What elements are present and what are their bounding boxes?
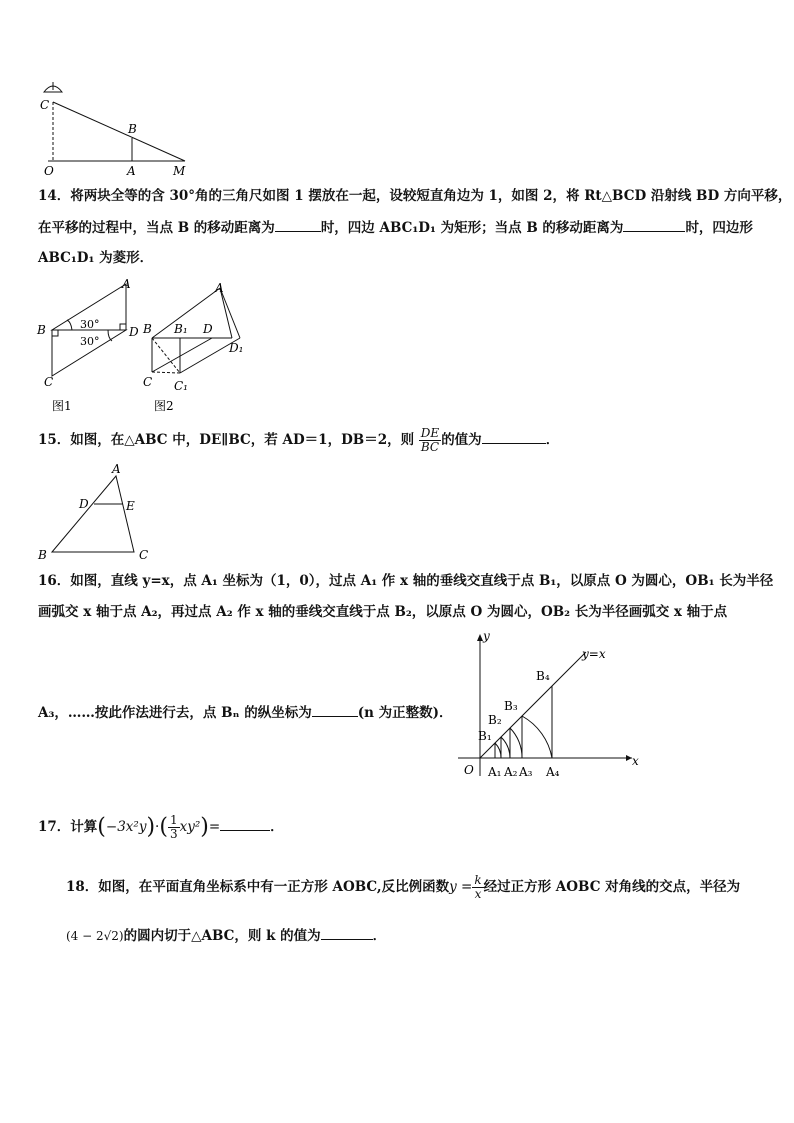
answer-blank-q18[interactable]: [321, 925, 373, 940]
fig1-angle-bottom: 30°: [80, 335, 100, 348]
q18-line1: [66, 872, 740, 902]
fig16-label-B1: B₁: [478, 729, 492, 743]
fig2-label-D1: D₁: [229, 341, 244, 355]
q18-frac-den: x: [474, 887, 482, 901]
q17-line: [38, 810, 284, 845]
answer-blank-q15[interactable]: [482, 429, 546, 444]
answer-blank-q16[interactable]: [312, 702, 358, 717]
q15-fraction: [419, 427, 441, 454]
fig2-label-A: A: [215, 281, 224, 295]
fig2-label-D: D: [203, 322, 213, 336]
figure-q14-fig2: [140, 276, 252, 416]
q14-line1: 14．将两块全等的含 30°角的三角尺如图 1 摆放在一起，设较短直角边为 1，如图 2，将 Rt△BCD 沿射线 BD 方向平移，: [38, 188, 792, 204]
label-O: O: [44, 164, 54, 178]
fig2-label-B: B: [143, 322, 152, 336]
fig1-caption: 图1: [52, 399, 72, 413]
q18-frac-num: k: [474, 873, 482, 887]
paren-close-2: ): [200, 814, 209, 840]
q15-prefix: 15．如图，在△ABC 中，DE∥BC，若 AD＝1，DB＝2，则: [38, 432, 415, 448]
q15-suffix: 的值为: [441, 432, 482, 448]
line-CM: [53, 102, 185, 161]
answer-blank-q17[interactable]: [220, 816, 270, 831]
q18-line1-part2: 经过正方形 AOBC 对角线的交点，半径为: [483, 879, 741, 895]
q17-term1: −3x²y: [105, 819, 147, 835]
q14-line2-part2: 时，四边 ABC₁D₁ 为矩形；当点 B 的移动距离为: [320, 220, 624, 236]
q16-line2: 画弧交 x 轴于点 A₂，再过点 A₂ 作 x 轴的垂线交直线于点 B₂，以原点 O 为圆心，OB₂ 长为半径画弧交 x 轴于点: [38, 604, 728, 620]
fig2-caption: 图2: [154, 399, 174, 413]
fig1-label-A: A: [122, 277, 131, 291]
fig1-label-B: B: [37, 323, 46, 337]
q16-line3-part1: A₃，……按此作法进行去，点 Bₙ 的纵坐标为: [38, 705, 312, 721]
label-C: C: [40, 98, 50, 112]
q18-line2: [66, 925, 386, 946]
lamp-icon: [44, 82, 62, 92]
figure-q13: [30, 76, 200, 180]
fig16-label-A3: A₃: [519, 765, 533, 779]
q17-fraction: [168, 814, 180, 841]
fig2-label-C1: C₁: [174, 379, 188, 393]
figure-q16: [450, 626, 650, 786]
q18-end: ．: [372, 928, 387, 944]
q17-dot: ·: [155, 819, 160, 835]
fig16-label-x: x: [632, 754, 639, 768]
label-A: A: [127, 164, 136, 178]
fig16-label-y: y: [483, 629, 490, 643]
q18-func-lhs: y =: [449, 879, 473, 895]
q16-line3-part2: (n 为正整数)．: [357, 705, 453, 721]
fig16-label-line: y=x: [582, 647, 606, 661]
q14-line2: [38, 217, 753, 238]
fig15-label-C: C: [139, 548, 149, 562]
figure-q15: [32, 460, 162, 566]
q17-term2: xy²: [179, 819, 201, 835]
q17-equals: =: [208, 819, 221, 835]
fig15-label-E: E: [126, 499, 135, 513]
q18-fraction: [472, 874, 483, 901]
q16-line1: 16．如图，直线 y=x，点 A₁ 坐标为（1，0），过点 A₁ 作 x 轴的垂线交直线于点 B₁，以原点 O 为圆心，OB₁ 长为半径: [38, 573, 774, 589]
fig1-angle-top: 30°: [80, 318, 100, 331]
fig16-label-A2: A₂: [504, 765, 518, 779]
q15-frac-num: DE: [420, 426, 440, 440]
answer-blank-q14-1[interactable]: [275, 217, 321, 232]
line-y-eq-x: [480, 652, 586, 758]
fig16-label-O: O: [464, 763, 474, 777]
q17-prefix: 17．计算: [38, 819, 98, 835]
fig16-label-A4: A₄: [546, 765, 560, 779]
q17-end: ．: [270, 819, 284, 835]
q18-radius: (4 − 2√2): [66, 929, 124, 943]
paren-open: (: [97, 814, 106, 840]
fig2-label-B1: B₁: [174, 322, 188, 336]
figure-q14-fig1: [34, 276, 140, 416]
label-M: M: [173, 164, 186, 178]
fig16-label-B2: B₂: [488, 713, 502, 727]
fig15-label-D: D: [79, 497, 89, 511]
q18-line2-part: 的圆内切于△ABC，则 k 的值为: [123, 928, 321, 944]
q15-end: ．: [545, 432, 560, 448]
fig16-label-A1: A₁: [488, 765, 502, 779]
q17-frac-num: 1: [169, 813, 178, 827]
label-B: B: [128, 122, 137, 136]
q15-frac-den: BC: [420, 440, 440, 454]
q14-line2-part3: 时，四边形: [685, 220, 753, 236]
fig15-label-B: B: [38, 548, 47, 562]
q15-line: [38, 425, 559, 455]
fig15-label-A: A: [112, 462, 121, 476]
q17-frac-den: 3: [169, 827, 178, 841]
q18-line1-part1: 18．如图，在平面直角坐标系中有一正方形 AOBC,反比例函数: [66, 879, 450, 895]
paren-open-2: (: [159, 814, 168, 840]
q16-line3: [38, 702, 453, 723]
fig1-label-C: C: [44, 375, 54, 389]
paren-close: ): [146, 814, 156, 840]
fig1-label-D: D: [129, 325, 139, 339]
q14-line2-part1: 在平移的过程中，当点 B 的移动距离为: [38, 220, 275, 236]
answer-blank-q14-2[interactable]: [623, 217, 685, 232]
q14-line3: ABC₁D₁ 为菱形．: [38, 250, 154, 266]
fig2-label-C: C: [143, 375, 153, 389]
fig16-label-B4: B₄: [536, 669, 550, 683]
fig16-label-B3: B₃: [504, 699, 518, 713]
